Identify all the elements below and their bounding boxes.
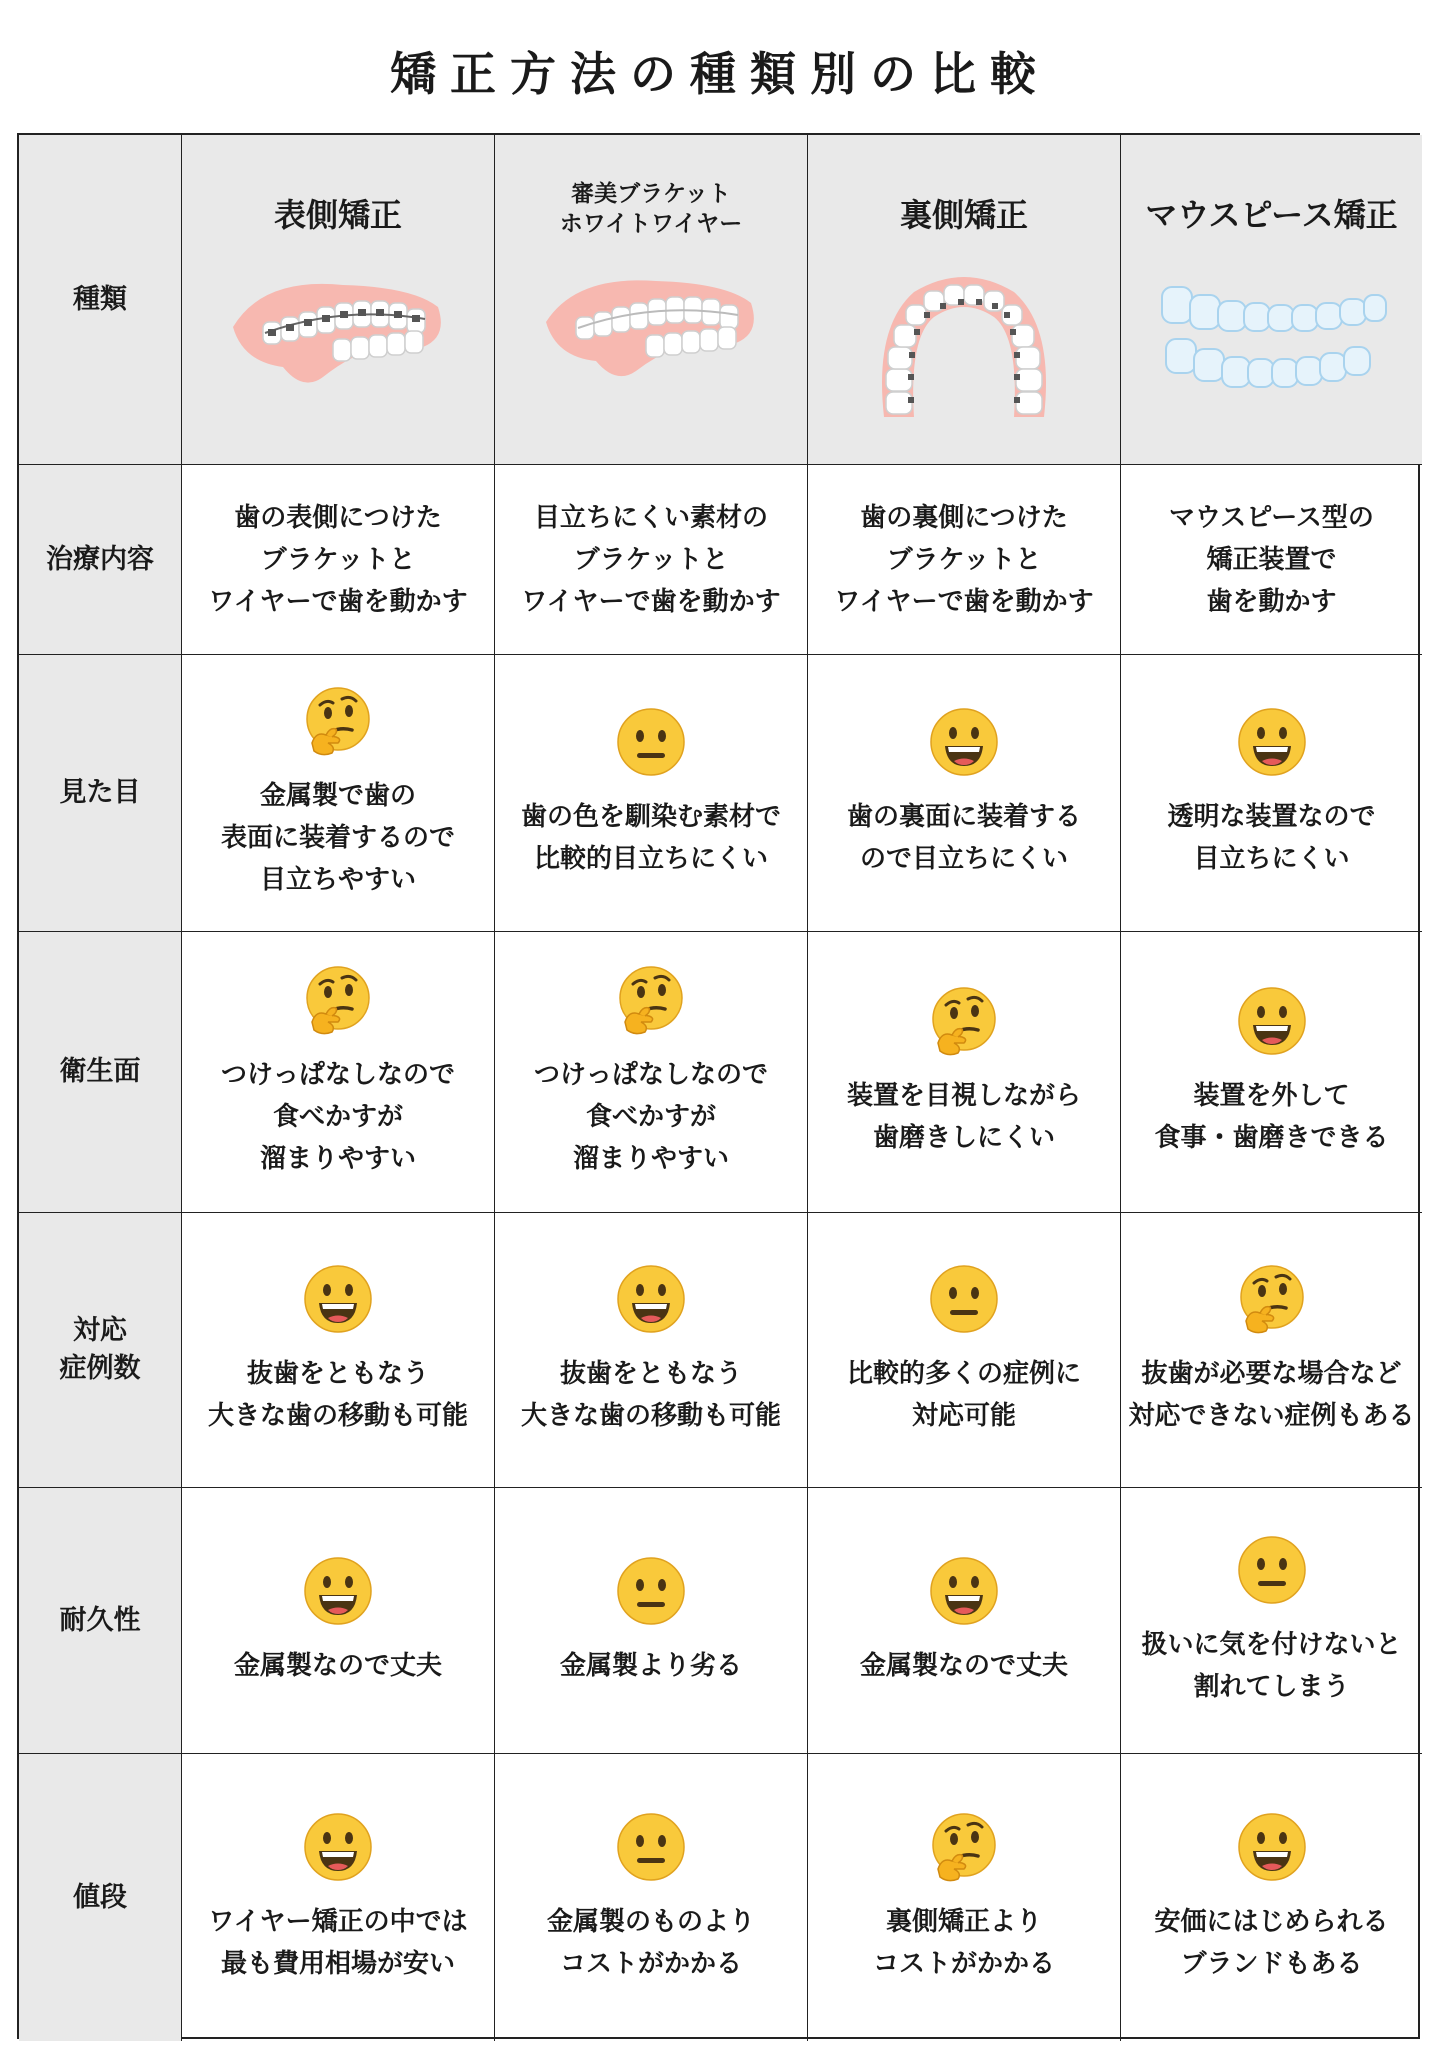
grinning-face-icon	[302, 1263, 374, 1335]
cases-cell	[1121, 1213, 1422, 1488]
cell-text: 抜歯をともなう 大きな歯の移動も可能	[520, 1359, 781, 1431]
cell-text: ワイヤー矯正の中では 最も費用相場が安い	[208, 1906, 468, 1979]
cell-text: 安価にはじめられる ブランドもある	[1154, 1906, 1389, 1979]
row-label-durability: 耐久性	[19, 1488, 182, 1754]
method-name: 審美ブラケット ホワイトワイヤー	[559, 181, 743, 237]
cell-text: つけっぱなしなので 食べかすが 溜まりやすい	[220, 1060, 455, 1174]
method-header-front	[182, 135, 495, 465]
thinking-face-icon	[928, 1811, 1000, 1883]
cell-text: 抜歯をともなう 大きな歯の移動も可能	[207, 1359, 468, 1431]
treatment-cell: 目立ちにくい素材の ブラケットと ワイヤーで歯を動かす	[495, 465, 808, 655]
durability-cell	[1121, 1488, 1422, 1754]
cell-text: 裏側矯正より コストがかかる	[872, 1906, 1055, 1979]
thinking-face-icon	[1236, 1263, 1308, 1335]
treatment-cell: 歯の裏側につけた ブラケットと ワイヤーで歯を動かす	[808, 465, 1121, 655]
cell-text: 比較的多くの症例に 対応可能	[846, 1359, 1081, 1431]
thinking-face-icon	[928, 985, 1000, 1057]
grinning-face-icon	[928, 706, 1000, 778]
thinking-face-icon	[302, 964, 374, 1036]
method-header-ceramic	[495, 135, 808, 465]
neutral-face-icon	[615, 706, 687, 778]
grinning-face-icon	[928, 1555, 1000, 1627]
ceramic-braces-illustration	[536, 267, 766, 387]
appearance-cell	[1121, 655, 1422, 932]
cases-cell	[495, 1213, 808, 1488]
treatment-cell: 歯の表側につけた ブラケットと ワイヤーで歯を動かす	[182, 465, 495, 655]
neutral-face-icon	[1236, 1534, 1308, 1606]
cell-text: 扱いに気を付けないと 割れてしまう	[1141, 1629, 1402, 1702]
price-cell	[495, 1754, 808, 2041]
cell-text: 歯の裏面に装着する ので目立ちにくい	[846, 802, 1081, 874]
thinking-face-icon	[302, 685, 374, 757]
grinning-face-icon	[1236, 1811, 1308, 1883]
price-cell	[1121, 1754, 1422, 2041]
hygiene-cell	[808, 932, 1121, 1213]
cell-text: 金属製で歯の 表面に装着するので 目立ちやすい	[220, 781, 455, 895]
grinning-face-icon	[1236, 985, 1308, 1057]
appearance-cell	[808, 655, 1121, 932]
cell-text: 金属製のものより コストがかかる	[546, 1906, 755, 1979]
cases-cell	[808, 1213, 1121, 1488]
method-name: 裏側矯正	[899, 196, 1028, 234]
cell-text: 透明な装置なので 目立ちにくい	[1167, 802, 1376, 874]
grinning-face-icon	[615, 1263, 687, 1335]
comparison-table	[17, 133, 1420, 2039]
method-header-aligner	[1121, 135, 1422, 465]
treatment-cell: マウスピース型の 矯正装置で 歯を動かす	[1121, 465, 1422, 655]
grinning-face-icon	[1236, 706, 1308, 778]
thinking-face-icon	[615, 964, 687, 1036]
neutral-face-icon	[615, 1811, 687, 1883]
method-name: マウスピース矯正	[1145, 196, 1398, 234]
lingual-braces-illustration	[864, 267, 1064, 427]
durability-cell	[495, 1488, 808, 1754]
method-header-lingual	[808, 135, 1121, 465]
cases-cell	[182, 1213, 495, 1488]
row-label-appearance: 見た目	[19, 655, 182, 932]
grinning-face-icon	[302, 1555, 374, 1627]
page-title: 矯正方法の種類別の比較	[390, 47, 1050, 101]
row-label-type: 種類	[19, 135, 182, 465]
cell-text: 歯の色を馴染む素材で 比較的目立ちにくい	[520, 802, 781, 874]
appearance-cell	[495, 655, 808, 932]
appearance-cell	[182, 655, 495, 932]
row-label-price: 値段	[19, 1754, 182, 2041]
cell-text: 金属製より劣る	[559, 1650, 742, 1681]
price-cell	[808, 1754, 1121, 2041]
hygiene-cell	[1121, 932, 1422, 1213]
neutral-face-icon	[928, 1263, 1000, 1335]
cell-text: 抜歯が必要な場合など 対応できない症例もある	[1128, 1359, 1415, 1431]
cell-text: 金属製なので丈夫	[233, 1650, 442, 1681]
neutral-face-icon	[615, 1555, 687, 1627]
price-cell	[182, 1754, 495, 2041]
cell-text: つけっぱなしなので 食べかすが 溜まりやすい	[533, 1060, 768, 1174]
durability-cell	[182, 1488, 495, 1754]
front-braces-illustration	[223, 267, 453, 397]
cell-text: 装置を目視しながら 歯磨きしにくい	[846, 1081, 1081, 1153]
row-label-treatment: 治療内容	[19, 465, 182, 655]
cell-text: 装置を外して 食事・歯磨きできる	[1154, 1081, 1389, 1153]
cell-text: 金属製なので丈夫	[859, 1650, 1068, 1681]
row-label-hygiene: 衛生面	[19, 932, 182, 1213]
clear-aligner-illustration	[1152, 267, 1392, 407]
method-name: 表側矯正	[273, 196, 402, 234]
durability-cell	[808, 1488, 1121, 1754]
row-label-cases: 対応 症例数	[19, 1213, 182, 1488]
hygiene-cell	[495, 932, 808, 1213]
hygiene-cell	[182, 932, 495, 1213]
grinning-face-icon	[302, 1811, 374, 1883]
